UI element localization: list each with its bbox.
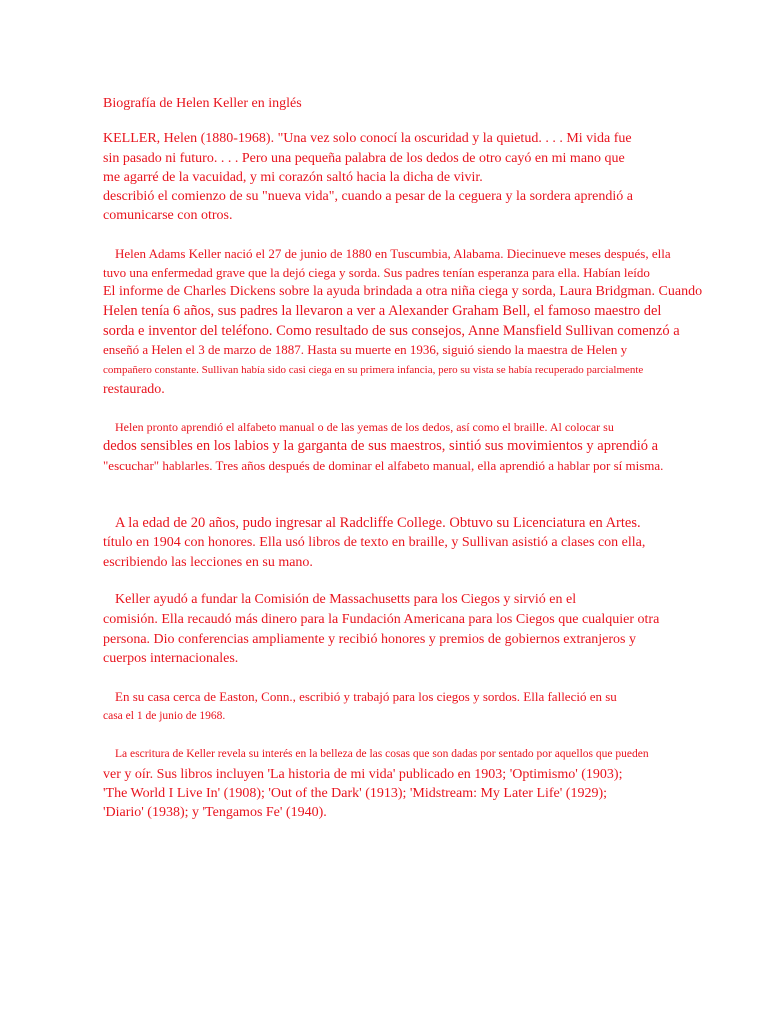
paragraph-5-line-1: Keller ayudó a fundar la Comisión de Massachusetts para los Ciegos y sirvió en el bbox=[115, 592, 577, 607]
paragraph-4-line-3: escribiendo las lecciones en su mano. bbox=[103, 555, 313, 570]
paragraph-2-line-8: restaurado. bbox=[103, 382, 165, 397]
paragraph-2-line-4: Helen tenía 6 años, sus padres la llevaron a ver a Alexander Graham Bell, el famoso maestro del bbox=[103, 303, 662, 319]
paragraph-7-line-1: La escritura de Keller revela su interés en la belleza de las cosas que son dadas por sentado por aquellos que pueden bbox=[115, 748, 649, 760]
paragraph-7-line-2: ver y oír. Sus libros incluyen 'La historia de mi vida' publicado en 1903; 'Optimismo' (1903); bbox=[103, 767, 623, 782]
paragraph-7-line-4: 'Diario' (1938); y 'Tengamos Fe' (1940). bbox=[103, 805, 327, 820]
paragraph-5-line-2: comisión. Ella recaudó más dinero para la Fundación Americana para los Ciegos que cualquier otra bbox=[103, 612, 660, 627]
paragraph-5-line-3: persona. Dio conferencias ampliamente y recibió honores y premios de gobiernos extranjeros y bbox=[103, 632, 636, 647]
paragraph-6-line-1: En su casa cerca de Easton, Conn., escribió y trabajó para los ciegos y sordos. Ella falleció en su bbox=[115, 689, 617, 704]
paragraph-4-line-1: A la edad de 20 años, pudo ingresar al Radcliffe College. Obtuvo su Licenciatura en Artes. bbox=[115, 515, 641, 531]
paragraph-5-line-4: cuerpos internacionales. bbox=[103, 651, 239, 666]
paragraph-2-line-2: tuvo una enfermedad grave que la dejó ciega y sorda. Sus padres tenían esperanza para ella. Habían leído bbox=[103, 265, 650, 280]
paragraph-2-line-5: sorda e inventor del teléfono. Como resultado de sus consejos, Anne Mansfield Sullivan comenzó a bbox=[103, 323, 680, 339]
paragraph-3-line-1: Helen pronto aprendió el alfabeto manual o de las yemas de los dedos, así como el braille. Al colocar su bbox=[115, 420, 614, 434]
paragraph-1-line-5: comunicarse con otros. bbox=[103, 208, 233, 223]
paragraph-2-line-3: El informe de Charles Dickens sobre la ayuda brindada a otra niña ciega y sorda, Laura Bridgman. Cuando bbox=[103, 284, 703, 299]
paragraph-3-line-2: dedos sensibles en los labios y la garganta de sus maestros, sintió sus movimientos y aprendió a bbox=[103, 438, 659, 454]
paragraph-1-line-1: KELLER, Helen (1880-1968). "Una vez solo conocí la oscuridad y la quietud. . . . Mi vida fue bbox=[103, 131, 632, 146]
paragraph-2-line-7: compañero constante. Sullivan había sido casi ciega en su primera infancia, pero su vista se había recuperado parcialmente bbox=[103, 364, 644, 376]
paragraph-1-line-2: sin pasado ni futuro. . . . Pero una pequeña palabra de los dedos de otro cayó en mi mano que bbox=[103, 151, 625, 166]
paragraph-3-line-3: "escuchar" hablarles. Tres años después de dominar el alfabeto manual, ella aprendió a hablar por sí misma. bbox=[103, 458, 664, 473]
paragraph-2-line-1: Helen Adams Keller nació el 27 de junio de 1880 en Tuscumbia, Alabama. Diecinueve meses después, ella bbox=[115, 246, 671, 261]
paragraph-1-line-3: me agarré de la vacuidad, y mi corazón saltó hacia la dicha de vivir. bbox=[103, 170, 483, 185]
paragraph-2-line-6: enseñó a Helen el 3 de marzo de 1887. Hasta su muerte en 1936, siguió siendo la maestra de Helen y bbox=[103, 342, 628, 357]
page-title: Biografía de Helen Keller en inglés bbox=[103, 96, 302, 111]
paragraph-4-line-2: título en 1904 con honores. Ella usó libros de texto en braille, y Sullivan asistió a clases con ella, bbox=[103, 535, 646, 550]
paragraph-6-line-2: casa el 1 de junio de 1968. bbox=[103, 710, 226, 722]
paragraph-1-line-4: describió el comienzo de su "nueva vida", cuando a pesar de la ceguera y la sordera aprendió a bbox=[103, 189, 633, 204]
paragraph-7-line-3: 'The World I Live In' (1908); 'Out of the Dark' (1913); 'Midstream: My Later Life' (1929); bbox=[103, 786, 608, 801]
